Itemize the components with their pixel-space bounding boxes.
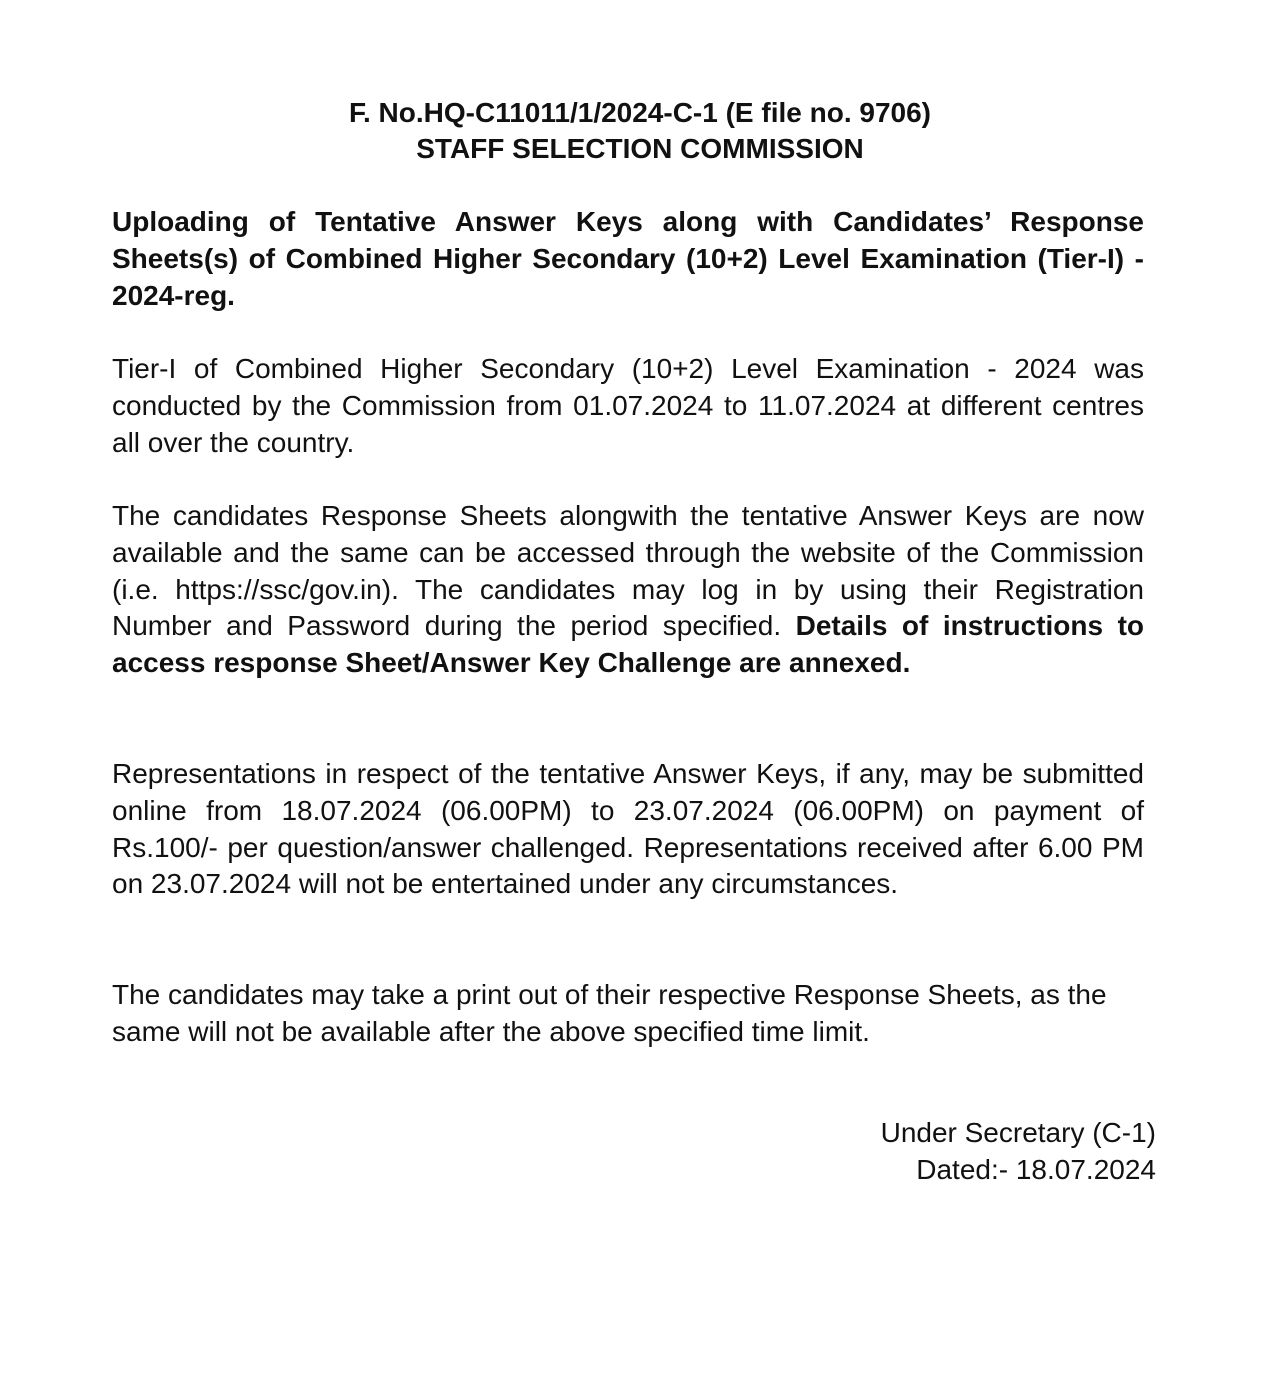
paragraph-response-sheets-text: The candidates Response Sheets alongwith the tentative Answer Keys are now available and the same can be accessed through the website of the Commission (i.e. https://ssc/gov.in). The candidates may log in by using their Registration Number and Password during the period specified. [112,500,1144,642]
signature-date: Dated:- 18.07.2024 [916,1154,1156,1185]
signature-block [881,1114,1156,1188]
signatory-designation: Under Secretary (C-1) [880,1117,1156,1148]
paragraph-representations: Representations in respect of the tentative Answer Keys, if any, may be submitted online from 18.07.2024 (06.00PM) to 23.07.2024 (06.00PM) on payment of Rs.100/- per question/answer challenged. Representations received after 6.00 PM on 23.07.2024 will not be entertained under any circumstances. [112,758,1144,900]
annexure-instructions-note: Details of instructions to access response Sheet/Answer Key Challenge are annexed. [112,610,1145,679]
paragraph-print-response: The candidates may take a print out of their respective Response Sheets, as the same will not be available after the above specified time limit. [112,979,1107,1047]
organization-name: STAFF SELECTION COMMISSION [416,133,864,164]
paragraph-exam-conducted: Tier-I of Combined Higher Secondary (10+2) Level Examination - 2024 was conducted by the Commission from 01.07.2024 to 11.07.2024 at different centres all over the country. [112,353,1144,458]
notice-header [0,95,1280,167]
notice-subject: Uploading of Tentative Answer Keys along with Candidates’ Response Sheets(s) of Combined Higher Secondary (10+2) Level Examination (Tier-I) - 2024-reg. [112,206,1144,311]
file-number: F. No.HQ-C11011/1/2024-C-1 (E file no. 9706) [348,97,931,128]
paragraph-response-sheets [112,498,1144,682]
